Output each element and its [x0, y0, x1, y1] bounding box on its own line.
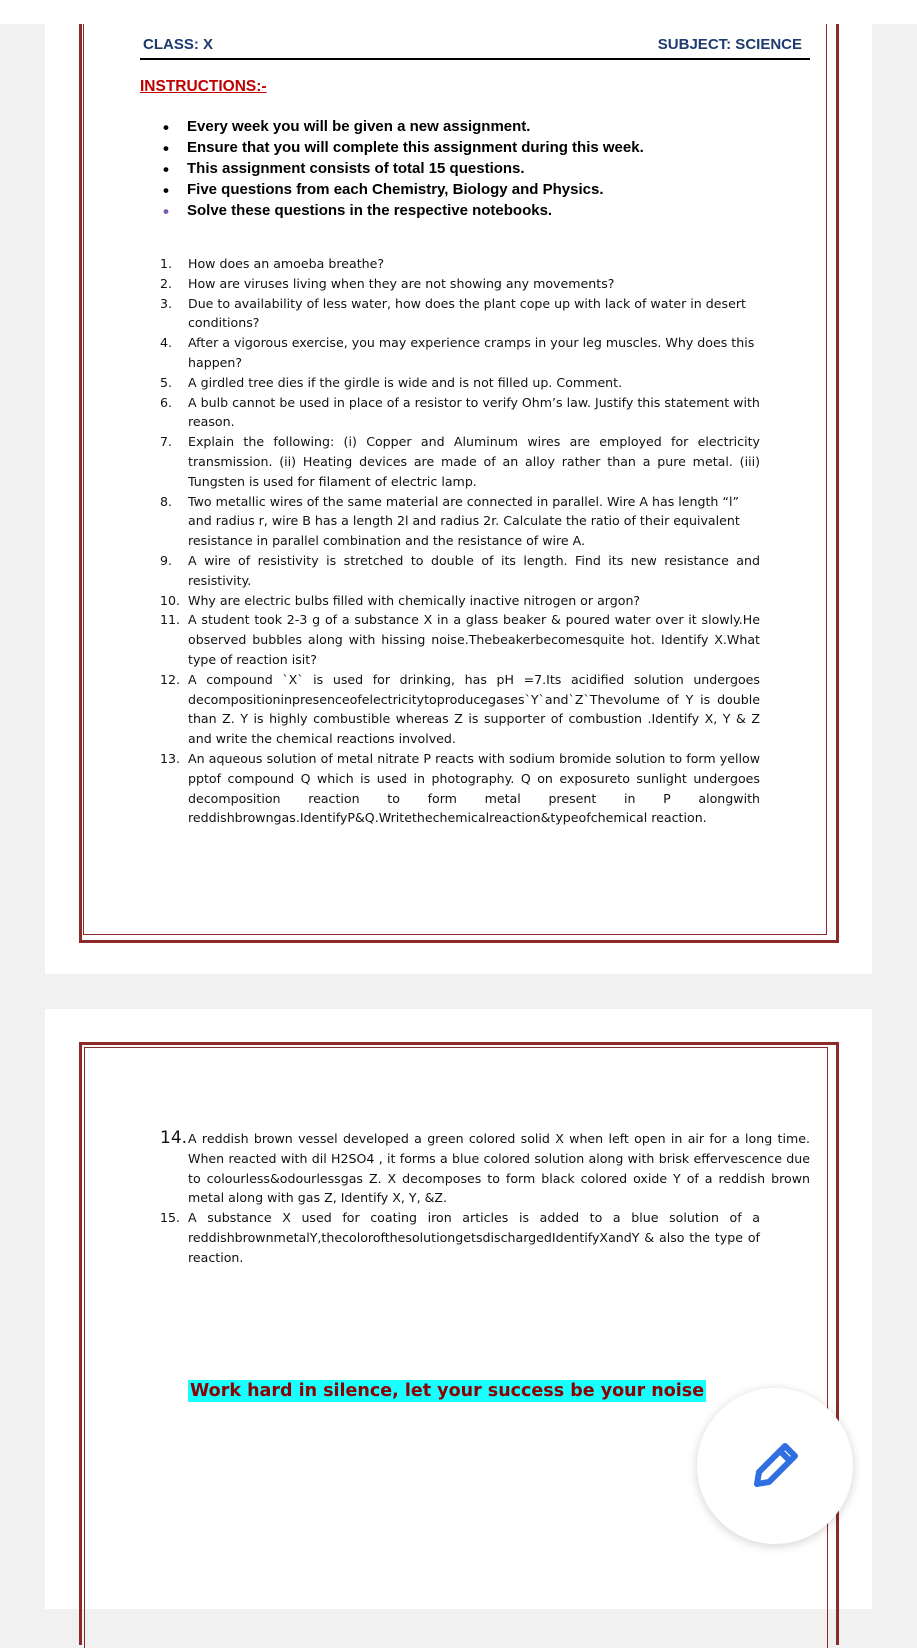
question-text: After a vigorous exercise, you may experience cramps in your leg muscles. Why does this happen?	[188, 335, 755, 370]
question-text: How are viruses living when they are not showing any movements?	[188, 275, 615, 291]
question-text: Explain the following: (i) Copper and Aluminum wires are employed for electricity transmission. (ii) Heating devices are made of an alloy rather than a pure metal. (iii) Tungsten is used for filament of electric lamp.	[188, 434, 760, 489]
question-item	[160, 749, 760, 828]
question-number: 1.	[160, 256, 173, 271]
question-number: 13.	[160, 750, 181, 766]
question-text: Two metallic wires of the same material are connected in parallel. Wire A has length “l” and radius r, wire B has a length 2l and radius 2r. Calculate the ratio of their equivalent resistance in parallel combination and the resistance of wire A.	[188, 493, 740, 549]
question-text: A girdled tree dies if the girdle is wide and is not filled up. Comment.	[188, 374, 623, 390]
question-item	[160, 610, 760, 669]
question-item	[160, 432, 760, 491]
question-text: A substance X used for coating iron articles is added to a blue solution of a reddishbrownmetalY,thecolorofthesolutiongetsdischargedIdentifyXandY & also the type of reaction.	[188, 1210, 760, 1265]
question-number: 11.	[160, 612, 181, 628]
question-text: A student took 2-3 g of a substance X in a glass beaker & poured water over it slowly.He observed bubbles along with hissing noise.Thebeakerbecomesquite hot. Identify X.What type of reaction isit?	[188, 612, 760, 667]
question-item	[160, 393, 760, 433]
question-number: 7.	[160, 434, 173, 450]
pencil-icon	[747, 1438, 803, 1494]
question-number: 3.	[160, 295, 173, 311]
question-item	[160, 294, 760, 334]
question-number: 2.	[160, 275, 173, 291]
question-number: 12.	[160, 671, 181, 687]
question-text: A wire of resistivity is stretched to double of its length. Find its new resistance and resistivity.	[188, 552, 760, 588]
subject-label: SUBJECT: SCIENCE	[657, 36, 802, 53]
question-text: A bulb cannot be used in place of a resistor to verify Ohm’s law. Justify this statement with reason.	[188, 394, 760, 430]
class-label: CLASS: X	[143, 36, 214, 53]
question-item	[160, 254, 760, 274]
motto-banner: Work hard in silence, let your success be your noise	[190, 1381, 705, 1401]
question-item	[160, 591, 760, 611]
question-number: 5.	[160, 374, 173, 390]
question-number: 6.	[160, 394, 173, 410]
question-list	[160, 254, 760, 828]
question-number: 10.	[160, 592, 181, 608]
question-text: An aqueous solution of metal nitrate P reacts with sodium bromide solution to form yellow pptof compound Q which is used in photography. Q on exposureto sunlight undergoes decomposition reaction to form metal present in P alongwith reddishbrowngas.IdentifyP&Q.Writethechemicalreaction&typeofchemical reaction.	[188, 750, 760, 826]
question-number: 14.	[160, 1128, 188, 1148]
edit-fab-button[interactable]	[697, 1388, 853, 1544]
question-number: 9.	[160, 552, 173, 568]
instruction-item: • This assignment consists of total 15 questions.	[163, 160, 644, 181]
instruction-item: • Solve these questions in the respective notebooks.	[163, 202, 644, 223]
question-number: 4.	[160, 335, 173, 351]
instruction-item: • Five questions from each Chemistry, Biology and Physics.	[163, 181, 644, 202]
document-page-1	[45, 24, 872, 974]
question-text: A compound `X` is used for drinking, has pH =7.Its acidified solution undergoes decompositioninpresenceofelectricitytoproducegases`Y`and`Z`Thevolume of Y is double than Z. Y is highly combustible whereas Z is supporter of combustion .Identify X, Y & Z and write the chemical reactions involved.	[188, 671, 760, 747]
question-item	[160, 373, 760, 393]
question-text: Due to availability of less water, how does the plant cope up with lack of water in desert conditions?	[188, 295, 746, 331]
question-list	[160, 1128, 810, 1268]
instruction-item: • Every week you will be given a new assignment.	[163, 118, 644, 139]
question-text: A reddish brown vessel developed a green colored solid X when left open in air for a long time. When reacted with dil H2SO4 , it forms a blue colored solution along with brisk effervescence due to colourless&odourlessgas Z. X decomposes to form black colored oxide Y of a reddish brown metal along with gas Z, Identify X, Y, &Z.	[188, 1131, 810, 1206]
question-item	[160, 1208, 760, 1267]
instruction-item: • Ensure that you will complete this assignment during this week.	[163, 139, 644, 160]
question-item	[160, 551, 760, 591]
question-item	[160, 333, 760, 373]
instructions-title: INSTRUCTIONS:-	[140, 78, 267, 95]
question-item	[160, 274, 760, 294]
question-item	[160, 1129, 810, 1208]
question-number: 8.	[160, 493, 173, 509]
question-text: How does an amoeba breathe?	[188, 256, 385, 271]
header-divider	[140, 58, 810, 60]
viewer-top-bar	[0, 0, 917, 24]
question-number: 15.	[160, 1210, 181, 1226]
question-item	[160, 670, 760, 749]
question-text: Why are electric bulbs filled with chemically inactive nitrogen or argon?	[188, 592, 641, 608]
instructions-list	[163, 118, 644, 223]
question-item	[160, 492, 760, 551]
